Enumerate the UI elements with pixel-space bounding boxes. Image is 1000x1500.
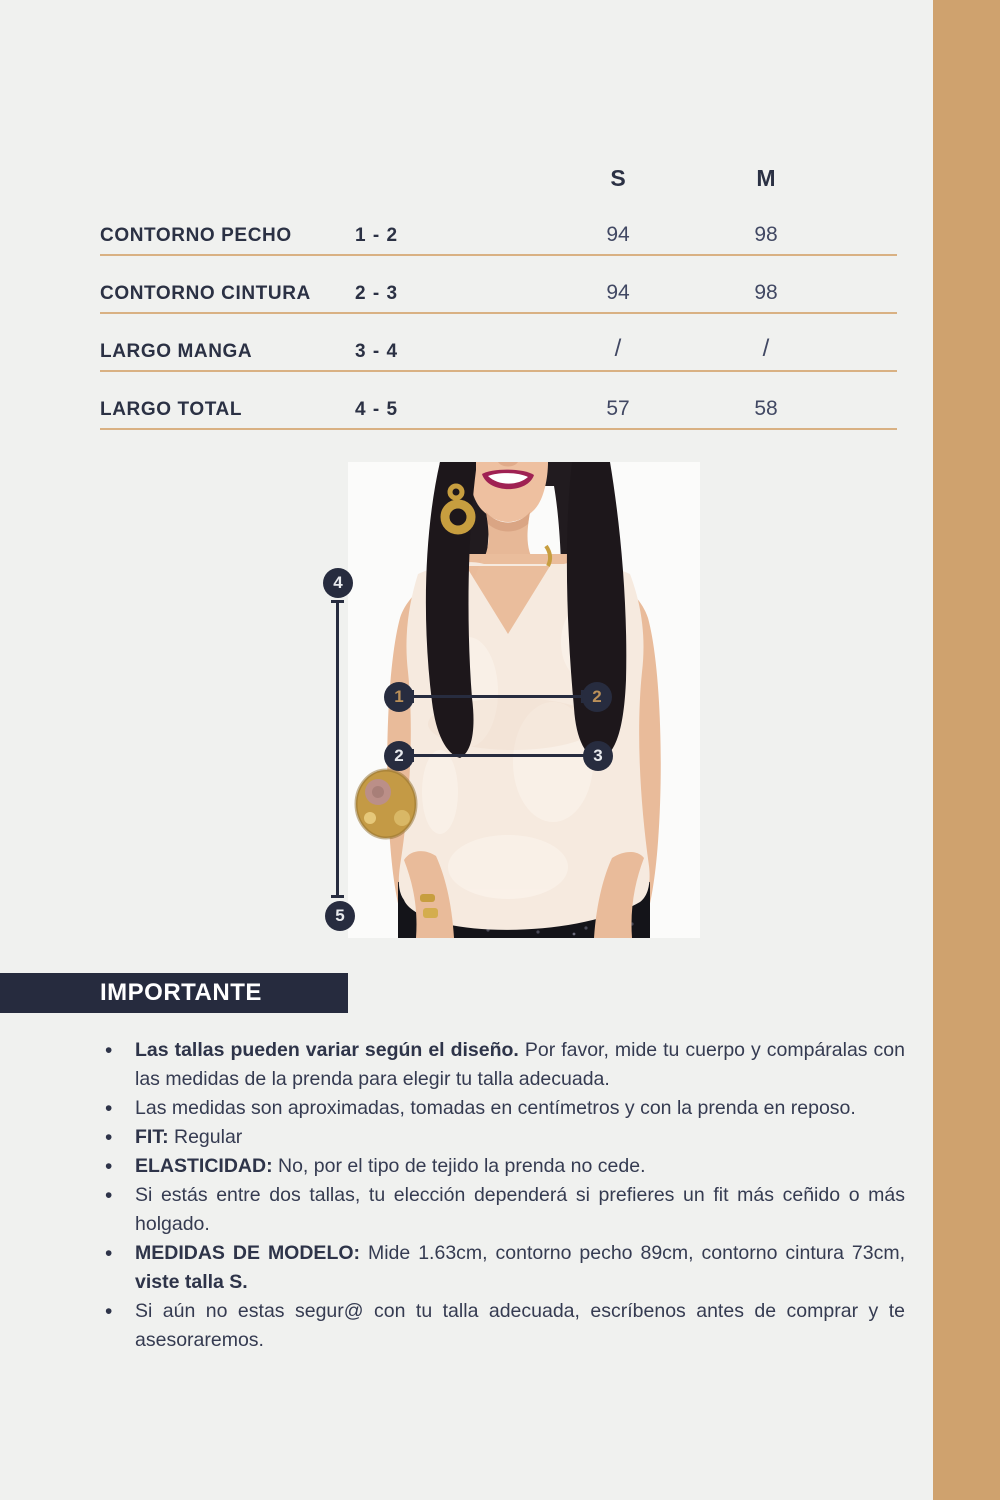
row-range: 2 - 3 bbox=[355, 283, 399, 304]
row-value-m: 98 bbox=[754, 281, 778, 304]
row-value-s: 94 bbox=[606, 223, 630, 246]
bullet-text: Si aún no estas segur@ con tu talla adecuada, escríbenos antes de comprar y te asesoraremos. bbox=[135, 1300, 905, 1351]
bullet-text: Si estás entre dos tallas, tu elección dependerá si prefieres un fit más ceñido o más holgado. bbox=[135, 1184, 905, 1235]
size-column-s: S bbox=[610, 165, 626, 191]
row-label: LARGO TOTAL bbox=[100, 399, 243, 420]
bullet-icon: • bbox=[105, 1300, 113, 1323]
important-banner bbox=[0, 973, 348, 1013]
bullet-text: Las medidas son aproximadas, tomadas en centímetros y con la prenda en reposo. bbox=[135, 1097, 856, 1119]
table-row-contorno-pecho bbox=[100, 198, 897, 256]
bullet-text: Mide 1.63cm, contorno pecho 89cm, contorno cintura 73cm, bbox=[360, 1242, 905, 1264]
marker-chest-right: 2 bbox=[582, 682, 612, 712]
chest-measure-line bbox=[411, 695, 584, 698]
bullet-bold-text: ELASTICIDAD: bbox=[135, 1155, 273, 1177]
waist-measure-line bbox=[411, 754, 588, 757]
size-column-m: M bbox=[756, 165, 776, 191]
total-length-measure-line bbox=[336, 600, 339, 898]
bullet-bold-text: viste talla S. bbox=[135, 1271, 248, 1293]
row-value-m: 98 bbox=[754, 223, 778, 246]
marker-length-bottom: 5 bbox=[325, 901, 355, 931]
table-row-contorno-cintura bbox=[100, 256, 897, 314]
bullet-text: Por favor, mide tu cuerpo y compáralas con las medidas de la prenda para elegir tu talla adecuada. bbox=[135, 1039, 905, 1090]
row-label: LARGO MANGA bbox=[100, 341, 253, 362]
bullet-bold-text: MEDIDAS DE MODELO: bbox=[135, 1242, 361, 1264]
row-range: 4 - 5 bbox=[355, 399, 399, 420]
row-range: 1 - 2 bbox=[355, 225, 399, 246]
row-value-s: / bbox=[614, 335, 622, 362]
list-item bbox=[105, 1152, 905, 1181]
row-value-s: 57 bbox=[606, 397, 630, 420]
size-table-header bbox=[100, 158, 897, 198]
bullet-icon: • bbox=[105, 1155, 113, 1178]
bracelet-icon bbox=[356, 770, 416, 838]
list-item bbox=[105, 1094, 905, 1123]
row-range: 3 - 4 bbox=[355, 341, 399, 362]
bullet-icon: • bbox=[105, 1039, 113, 1062]
list-item bbox=[105, 1239, 905, 1297]
accent-stripe bbox=[933, 0, 1000, 1500]
bullet-bold-text: Las tallas pueden variar según el diseño. bbox=[135, 1039, 519, 1061]
bullet-icon: • bbox=[105, 1097, 113, 1120]
bullet-bold-text: FIT: bbox=[135, 1126, 169, 1148]
row-value-m: 58 bbox=[754, 397, 778, 420]
list-item bbox=[105, 1297, 905, 1355]
important-title: IMPORTANTE bbox=[100, 979, 262, 1006]
bullet-icon: • bbox=[105, 1184, 113, 1207]
marker-waist-left: 2 bbox=[384, 741, 414, 771]
row-value-s: 94 bbox=[606, 281, 630, 304]
size-table bbox=[100, 158, 897, 430]
row-label: CONTORNO PECHO bbox=[100, 225, 292, 246]
list-item bbox=[105, 1036, 905, 1094]
row-value-m: / bbox=[762, 335, 770, 362]
bullet-text: Regular bbox=[168, 1126, 243, 1148]
row-label: CONTORNO CINTURA bbox=[100, 283, 311, 304]
marker-length-top: 4 bbox=[323, 568, 353, 598]
table-row-largo-manga bbox=[100, 314, 897, 372]
bullet-icon: • bbox=[105, 1126, 113, 1149]
important-list bbox=[105, 1036, 905, 1355]
marker-waist-right: 3 bbox=[583, 741, 613, 771]
list-item bbox=[105, 1181, 905, 1239]
marker-chest-left: 1 bbox=[384, 682, 414, 712]
bullet-icon: • bbox=[105, 1242, 113, 1265]
bullet-text: No, por el tipo de tejido la prenda no cede. bbox=[272, 1155, 646, 1177]
list-item bbox=[105, 1123, 905, 1152]
table-row-largo-total bbox=[100, 372, 897, 430]
